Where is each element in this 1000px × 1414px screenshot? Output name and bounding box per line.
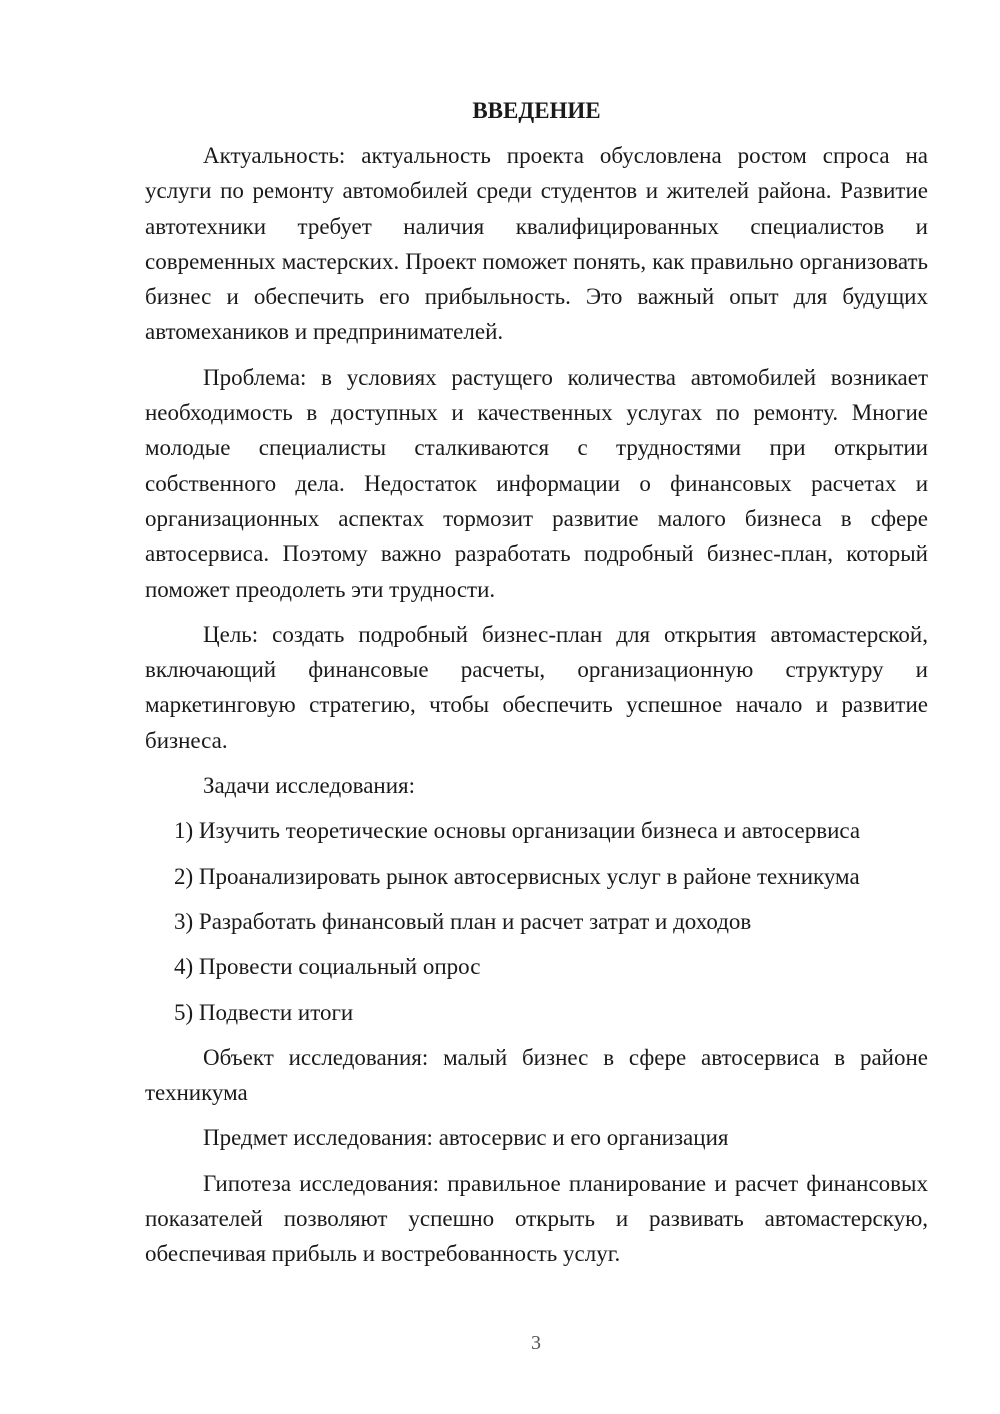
page-title: ВВЕДЕНИЕ (472, 98, 601, 123)
task-item: 2) Проанализировать рынок автосервисных услуг в районе техникума (174, 863, 860, 889)
object-paragraph: Объект исследования: малый бизнес в сфере автосервиса в районе техникума (145, 1044, 928, 1106)
relevance-paragraph: Актуальность: актуальность проекта обусловлена ростом спроса на услуги по ремонту автомобилей среди студентов и жителей района. Развитие автотехники требует наличия квалифицированных специалистов и современных мастерских. Проект поможет понять, как правильно организовать бизнес и обеспечить его прибыльность. Это важный опыт для будущих автомехаников и предпринимателей. (145, 143, 928, 345)
problem-paragraph: Проблема: в условиях растущего количества автомобилей возникает необходимость в доступных и качественных услугах по ремонту. Многие молодые специалисты сталкиваются с трудностями при открытии собственного дела. Недостаток информации о финансовых расчетах и организационных аспектах тормозит развитие малого бизнеса в сфере автосервиса. Поэтому важно разработать подробный бизнес-план, который поможет преодолеть эти трудности. (145, 364, 928, 602)
hypothesis-paragraph: Гипотеза исследования: правильное планирование и расчет финансовых показателей позволяют успешно открыть и развивать автомастерскую, обеспечивая прибыль и востребованность услуг. (145, 1170, 928, 1267)
tasks-list (145, 813, 928, 1029)
task-item: 4) Провести социальный опрос (174, 954, 481, 980)
subject-paragraph: Предмет исследования: автосервис и его организация (203, 1125, 729, 1151)
page-content (145, 93, 928, 1282)
task-item: 3) Разработать финансовый план и расчет затрат и доходов (174, 908, 752, 934)
goal-paragraph: Цель: создать подробный бизнес-план для открытия автомастерской, включающий финансовые расчеты, организационную структуру и маркетинговую стратегию, чтобы обеспечить успешное начало и развитие бизнеса. (145, 621, 928, 753)
task-item: 5) Подвести итоги (174, 999, 354, 1025)
page-number: 3 (531, 1332, 541, 1354)
tasks-heading: Задачи исследования: (203, 773, 416, 799)
task-item: 1) Изучить теоретические основы организации бизнеса и автосервиса (174, 818, 861, 844)
